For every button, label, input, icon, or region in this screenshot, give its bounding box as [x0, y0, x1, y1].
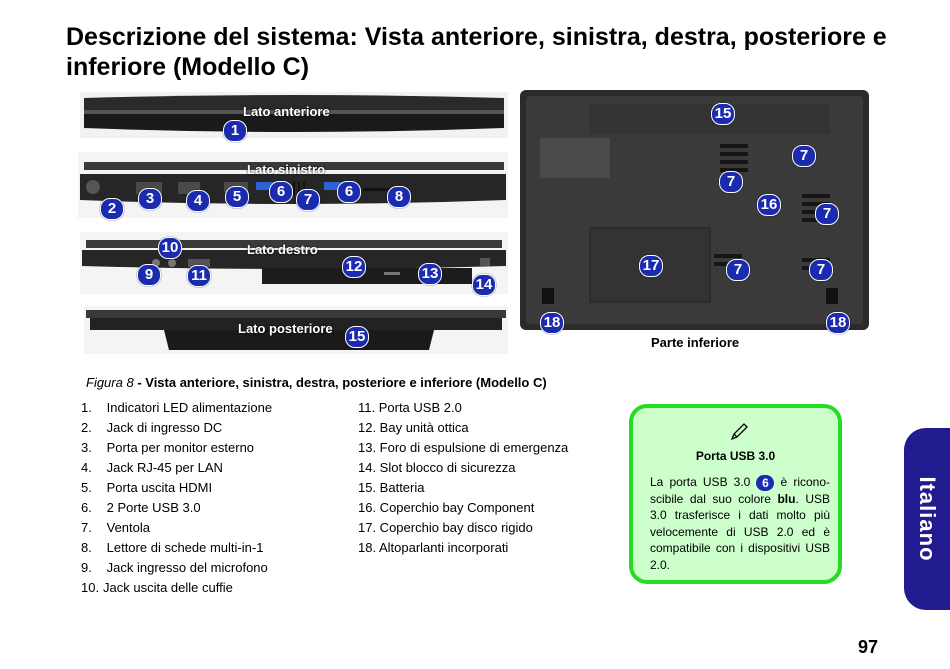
page-title: Descrizione del sistema: Vista anteriore, sinistra, destra, posteriore e inferiore (Modello C) — [66, 23, 887, 81]
list-item: 13. Foro di espulsione di emergenza — [358, 440, 569, 455]
language-side-tab — [904, 428, 950, 610]
figure-caption-text: - Vista anteriore, sinistra, destra, posteriore e inferiore (Modello C) — [133, 375, 547, 390]
badge-right-11: 11 — [187, 265, 211, 287]
list-item: 14. Slot blocco di sicurezza — [358, 460, 516, 475]
figure-number: Figura 8 — [86, 375, 134, 390]
badge-left-8: 8 — [387, 186, 411, 208]
badge-right-10: 10 — [158, 237, 182, 259]
badge-right-13: 13 — [418, 263, 442, 285]
list-item: 15. Batteria — [358, 480, 425, 495]
note-text: La porta USB 3.0 6 è ricono-scibile dal suo colore blu. USB 3.0 trasferisce i dati molto più velocemente di USB 2.0 ed è compatibile con i dispositivi USB 2.0. — [650, 475, 831, 572]
pencil-icon — [729, 422, 749, 442]
badge-left-4: 4 — [186, 190, 210, 212]
page-number: 97 — [858, 637, 879, 657]
list-item: 16. Coperchio bay Component — [358, 500, 535, 515]
list-item: 8. Lettore di schede multi-in-1 — [81, 540, 264, 555]
badge-right-12: 12 — [342, 256, 366, 278]
badge-bottom-18b: 18 — [826, 312, 850, 334]
usb3-note-box — [629, 404, 842, 584]
list-item: 12. Bay unità ottica — [358, 420, 469, 435]
left-view-label: Lato sinistro — [247, 162, 326, 177]
badge-left-6a: 6 — [269, 181, 293, 203]
badge-left-2: 2 — [100, 198, 124, 220]
badge-rear-15: 15 — [345, 326, 369, 348]
bottom-view-label: Parte inferiore — [651, 335, 740, 350]
list-item: 18. Altoparlanti incorporati — [358, 540, 509, 555]
badge-bottom-7a: 7 — [792, 145, 816, 167]
rear-view-label: Lato posteriore — [238, 321, 333, 336]
badge-bottom-17: 17 — [639, 255, 663, 277]
list-item: 4. Jack RJ-45 per LAN — [81, 460, 223, 475]
badge-bottom-15: 15 — [711, 103, 735, 125]
front-view-label: Lato anteriore — [243, 104, 330, 119]
figure-caption — [86, 375, 547, 390]
list-item: 1. Indicatori LED alimentazione — [81, 400, 273, 415]
list-item: 9. Jack ingresso del microfono — [81, 560, 268, 575]
component-list-left — [81, 398, 272, 598]
badge-bottom-18a: 18 — [540, 312, 564, 334]
note-title: Porta USB 3.0 — [695, 449, 776, 463]
component-list-right — [358, 398, 568, 558]
badge-left-6b: 6 — [337, 181, 361, 203]
list-item: 5. Porta uscita HDMI — [81, 480, 213, 495]
list-item: 11. Porta USB 2.0 — [358, 400, 462, 415]
badge-left-5: 5 — [225, 186, 249, 208]
badge-left-3: 3 — [138, 188, 162, 210]
badge-bottom-7d: 7 — [726, 259, 750, 281]
list-item: 2. Jack di ingresso DC — [81, 420, 223, 435]
right-view-label: Lato destro — [247, 242, 318, 257]
badge-bottom-16: 16 — [757, 194, 781, 216]
badge-bottom-7b: 7 — [719, 171, 743, 193]
badge-bottom-7c: 7 — [815, 203, 839, 225]
list-item: 17. Coperchio bay disco rigido — [358, 520, 533, 535]
list-item: 6. 2 Porte USB 3.0 — [81, 500, 201, 515]
badge-left-7: 7 — [296, 189, 320, 211]
list-item: 3. Porta per monitor esterno — [81, 440, 255, 455]
badge-bottom-7e: 7 — [809, 259, 833, 281]
badge-front-1: 1 — [223, 120, 247, 142]
badge-right-9: 9 — [137, 264, 161, 286]
language-label: Italiano — [915, 476, 940, 562]
badge-right-14: 14 — [472, 274, 496, 296]
note-badge: 6 — [756, 475, 774, 491]
list-item: 10. Jack uscita delle cuffie — [81, 580, 233, 595]
list-item: 7. Ventola — [81, 520, 150, 535]
